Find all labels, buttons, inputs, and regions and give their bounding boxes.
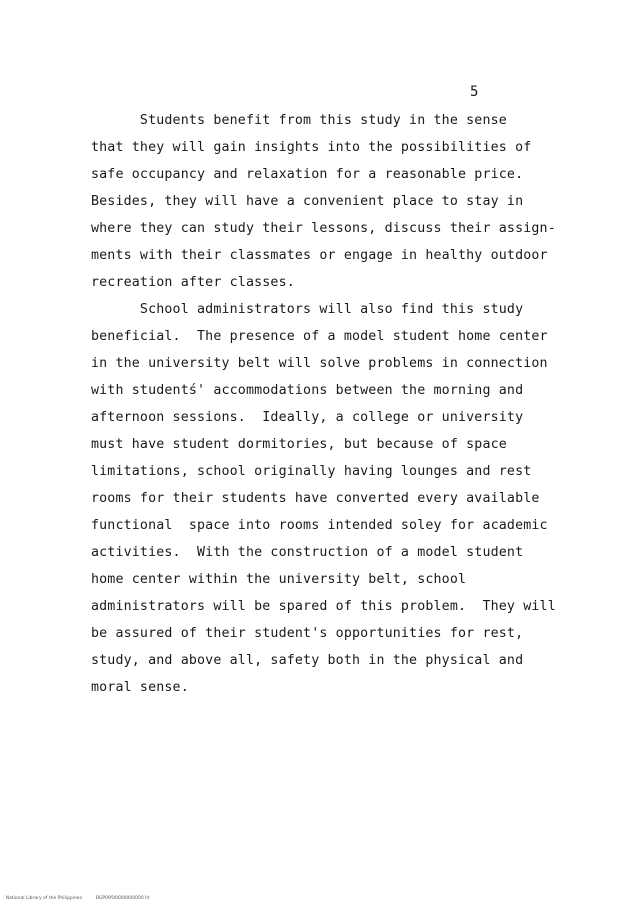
text-line: afternoon sessions. Ideally, a college or university [91, 410, 524, 425]
text-line: Students benefit from this study in the sense [91, 113, 507, 128]
page-number: 5 [470, 84, 479, 100]
text-line: in the university belt will solve problems in connection [91, 356, 548, 371]
text-line: with studentś' accommodations between the morning and [91, 383, 524, 398]
text-line: Besides, they will have a convenient place to stay in [91, 194, 524, 209]
footer-watermark [0, 891, 163, 906]
text-line: where they can study their lessons, discuss their assign- [91, 221, 556, 236]
text-line: beneficial. The presence of a model student home center [91, 329, 548, 344]
text-line: School administrators will also find this study [91, 302, 524, 317]
text-line: rooms for their students have converted every available [91, 491, 540, 506]
text-line: limitations, school originally having lounges and rest [91, 464, 532, 479]
footer-library: National Library of the Philippines [5, 896, 82, 901]
text-line: administrators will be spared of this problem. They will [91, 599, 556, 614]
text-line: that they will gain insights into the possibilities of [91, 140, 532, 155]
text-line: ments with their classmates or engage in healthy outdoor [91, 248, 548, 263]
text-line: moral sense. [91, 680, 189, 695]
text-line: study, and above all, safety both in the physical and [91, 653, 524, 668]
text-line: home center within the university belt, school [91, 572, 467, 587]
footer-code: BGP095I0000000000 lit [95, 896, 150, 901]
text-line: must have student dormitories, but because of space [91, 437, 507, 452]
text-line: be assured of their student's opportunities for rest, [91, 626, 524, 641]
text-line: safe occupancy and relaxation for a reasonable price. [91, 167, 524, 182]
text-line: recreation after classes. [91, 275, 295, 290]
text-line: functional space into rooms intended soley for academic [91, 518, 548, 533]
text-line: activities. With the construction of a model student [91, 545, 524, 560]
